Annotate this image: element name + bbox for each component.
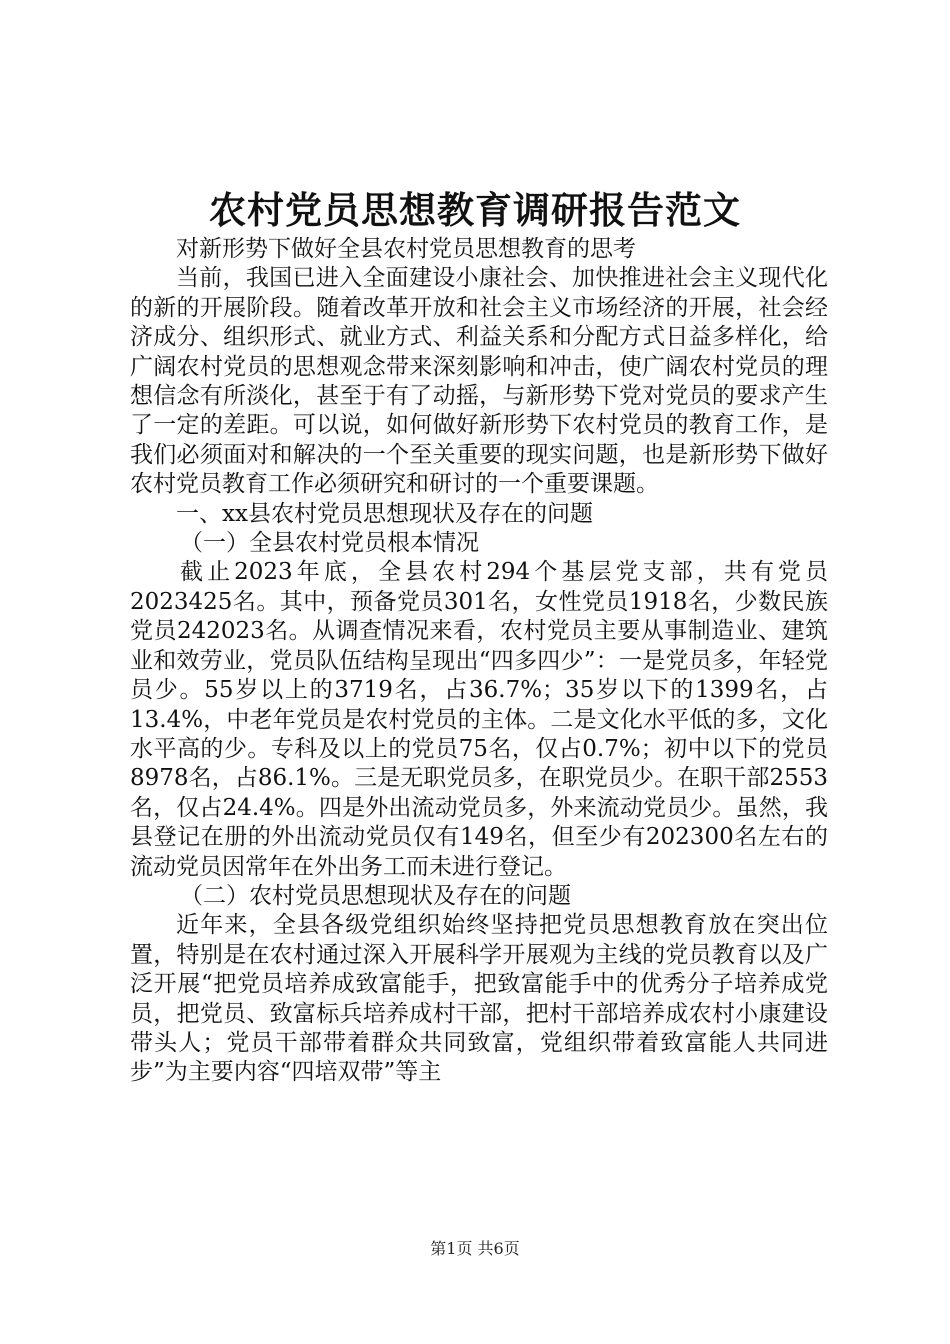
paragraph-recent-years: 近年来，全县各级党组织始终坚持把党员思想教育放在突出位置，特别是在农村通过深入开展科学开展观为主线的党员教育以及广泛开展“把党员培养成致富能手，把致富能手中的优秀分子培养成党员，把党员、致富标兵培养成村干部，把村干部培养成农村小康建设带头人；党员干部带着群众共同致富，党组织带着致富能人共同进步”为主要内容“四培双带”等主 — [130, 912, 828, 1086]
paragraph-intro: 当前，我国已进入全面建设小康社会、加快推进社会主义现代化的新的开展阶段。随着改革开放和社会主义市场经济的开展，社会经济成分、组织形式、就业方式、利益关系和分配方式日益多样化，给广阔农村党员的思想观念带来深刻影响和冲击，使广阔农村党员的理想信念有所淡化，甚至于有了动摇，与新形势下党对党员的要求产生了一定的差距。可以说，如何做好新形势下农村党员的教育工作，是我们必须面对和解决的一个至关重要的现实问题，也是新形势下做好农村党员教育工作必须研究和研讨的一个重要课题。 — [130, 265, 828, 498]
page-footer: 第1页 共6页 — [430, 1239, 520, 1258]
document-body — [130, 235, 828, 1088]
section-heading: 一、xx县农村党员思想现状及存在的问题 — [176, 500, 593, 527]
paragraph-subtitle: 对新形势下做好全县农村党员思想教育的思考 — [176, 236, 636, 262]
document-title: 农村党员思想教育调研报告范文 — [209, 188, 741, 232]
subsection-heading-2: （二）农村党员思想现状及存在的问题 — [180, 882, 571, 909]
subsection-heading-1: （一）全县农村党员根本情况 — [180, 530, 479, 557]
paragraph-basic-situation: 截止2023年底，全县农村294个基层党支部，共有党员2023425名。其中，预备党员301名，女性党员1918名，少数民族党员242023名。从调查情况来看，农村党员主要从事制造业、建筑业和效劳业，党员队伍结构呈现出“四多四少”：一是党员多，年轻党员少。55岁以上的3719名，占36.7%；35岁以下的1399名，占13.4%，中老年党员是农村党员的主体。二是文化水平低的多，文化水平高的少。专科及以上的党员75名，仅占0.7%；初中以下的党员8978名，占86.1%。三是无职党员多，在职党员少。在职干部2553名，仅占24.4%。四是外出流动党员多，外来流动党员少。虽然，我县登记在册的外出流动党员仅有149名，但至少有202300名左右的流动党员因常年在外出务工而未进行登记。 — [130, 559, 828, 880]
